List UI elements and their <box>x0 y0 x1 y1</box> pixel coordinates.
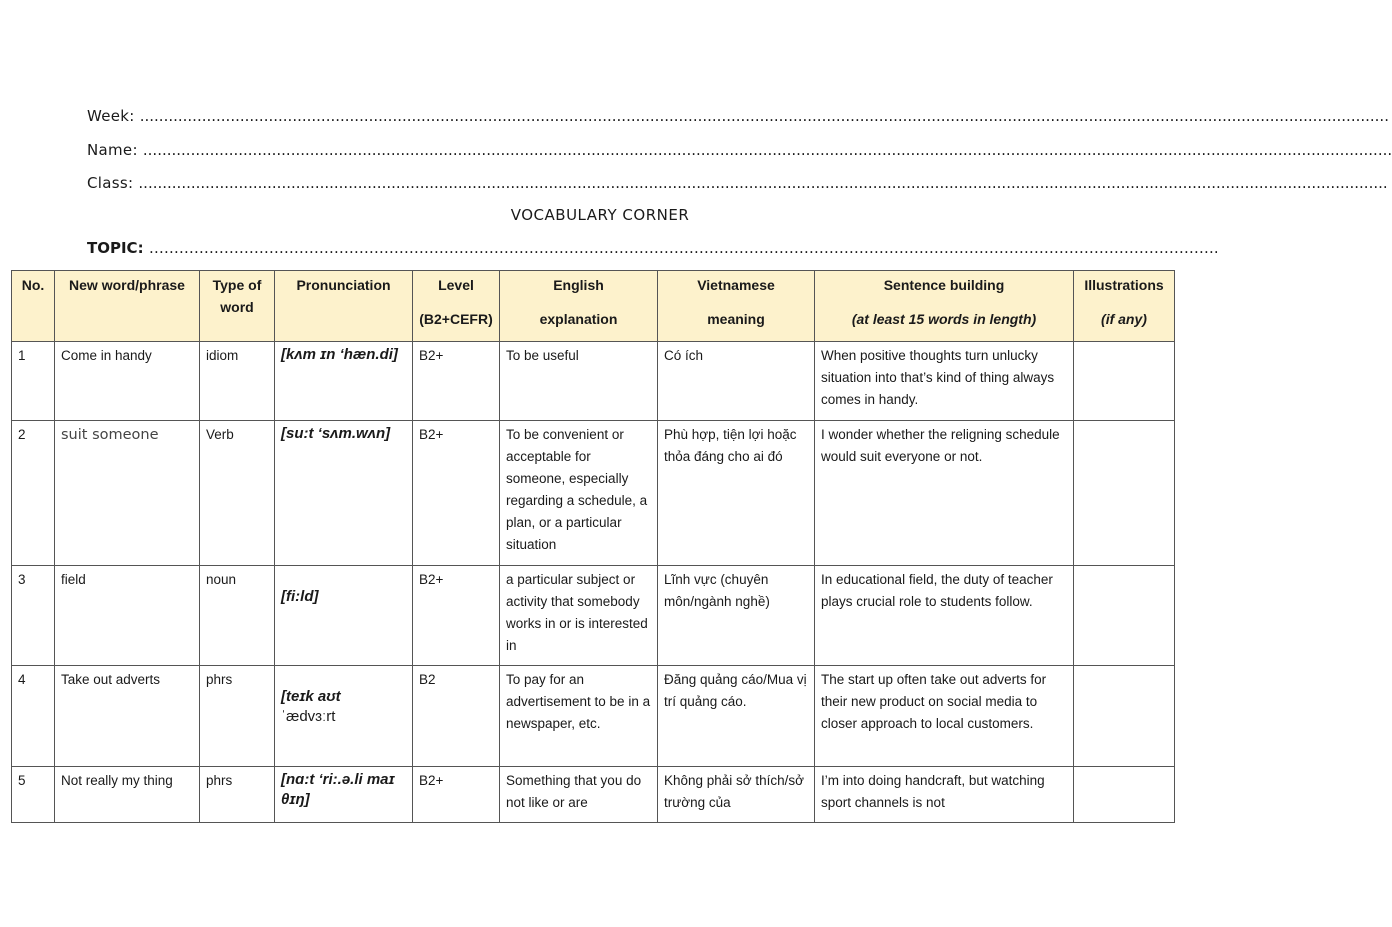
cell-illustration[interactable] <box>1074 342 1175 421</box>
table-row <box>12 421 1175 566</box>
pronunciation-text-2: ˈædvɜːrt <box>281 708 336 725</box>
class-dots[interactable]: ...................................................................................................................................................................................................................................................................... <box>138 174 1388 192</box>
col-header-pronunciation: Pronunciation <box>275 271 413 342</box>
cell-no: 5 <box>12 767 55 823</box>
cell-vietnamese[interactable]: Có ích <box>658 342 815 421</box>
cell-no: 1 <box>12 342 55 421</box>
vocabulary-table <box>11 270 1175 823</box>
table-row <box>12 767 1175 823</box>
cell-sentence[interactable]: I’m into doing handcraft, but watching sport channels is not <box>815 767 1074 823</box>
cell-type[interactable]: Verb <box>200 421 275 566</box>
cell-level[interactable]: B2+ <box>413 767 500 823</box>
cell-english[interactable]: To be convenient or acceptable for someone, especially regarding a schedule, a plan, or a particular situation <box>500 421 658 566</box>
cell-illustration[interactable] <box>1074 421 1175 566</box>
week-field <box>87 107 1389 125</box>
cell-vietnamese[interactable]: Đăng quảng cáo/Mua vị trí quảng cáo. <box>658 666 815 767</box>
cell-illustration[interactable] <box>1074 666 1175 767</box>
cell-english[interactable]: a particular subject or activity that somebody works in or is interested in <box>500 566 658 666</box>
col-header-level: Level (B2+CEFR) <box>413 271 500 342</box>
cell-word[interactable]: Come in handy <box>55 342 200 421</box>
pronunciation-text: [fi:ld] <box>281 588 319 605</box>
cell-pronunciation[interactable] <box>275 566 413 666</box>
cell-pronunciation[interactable]: [nɑ:t ‘ri:.ə.li maɪ θɪŋ] <box>275 767 413 823</box>
col-header-illustrations: Illustrations (if any) <box>1074 271 1175 342</box>
cell-english[interactable]: To pay for an advertisement to be in a newspaper, etc. <box>500 666 658 767</box>
document-title: VOCABULARY CORNER <box>510 206 690 224</box>
cell-vietnamese[interactable]: Không phải sở thích/sở trường của <box>658 767 815 823</box>
topic-label: TOPIC: <box>87 239 144 257</box>
cell-no: 3 <box>12 566 55 666</box>
cell-word[interactable]: suit someone <box>55 421 200 566</box>
pronunciation-text: [teɪk aʊt <box>281 688 341 705</box>
cell-english[interactable]: To be useful <box>500 342 658 421</box>
col-header-type: Type of word <box>200 271 275 342</box>
cell-word[interactable]: field <box>55 566 200 666</box>
col-header-english: English explanation <box>500 271 658 342</box>
cell-level[interactable]: B2+ <box>413 421 500 566</box>
col-header-vietnamese: Vietnamese meaning <box>658 271 815 342</box>
cell-type[interactable]: phrs <box>200 767 275 823</box>
cell-pronunciation[interactable]: [su:t ‘sʌm.wʌn] <box>275 421 413 566</box>
cell-word[interactable]: Take out adverts <box>55 666 200 767</box>
table-row <box>12 342 1175 421</box>
topic-dots[interactable]: ……………………………………………………………………………………………………………………………………………………………………………………………. <box>148 239 1219 257</box>
cell-type[interactable]: noun <box>200 566 275 666</box>
cell-type[interactable]: phrs <box>200 666 275 767</box>
cell-type[interactable]: idiom <box>200 342 275 421</box>
table-row <box>12 666 1175 767</box>
cell-no: 4 <box>12 666 55 767</box>
topic-field <box>87 239 1219 257</box>
cell-pronunciation[interactable] <box>275 666 413 767</box>
name-label: Name: <box>87 141 138 159</box>
week-dots[interactable]: ...................................................................................................................................................................................................................................................................... <box>139 107 1389 125</box>
week-label: Week: <box>87 107 135 125</box>
cell-illustration[interactable] <box>1074 566 1175 666</box>
cell-sentence[interactable]: In educational field, the duty of teacher plays crucial role to students follow. <box>815 566 1074 666</box>
col-header-no: No. <box>12 271 55 342</box>
cell-level[interactable]: B2 <box>413 666 500 767</box>
cell-english[interactable]: Something that you do not like or are <box>500 767 658 823</box>
cell-level[interactable]: B2+ <box>413 342 500 421</box>
name-field <box>87 141 1392 159</box>
cell-vietnamese[interactable]: Lĩnh vực (chuyên môn/ngành nghề) <box>658 566 815 666</box>
name-dots[interactable]: ...................................................................................................................................................................................................................................................................... <box>142 141 1392 159</box>
cell-no: 2 <box>12 421 55 566</box>
table-header-row <box>12 271 1175 342</box>
cell-pronunciation[interactable]: [kʌm ɪn ‘hæn.di] <box>275 342 413 421</box>
table-row <box>12 566 1175 666</box>
class-label: Class: <box>87 174 134 192</box>
col-header-new-word: New word/phrase <box>55 271 200 342</box>
cell-sentence[interactable]: The start up often take out adverts for their new product on social media to closer approach to local customers. <box>815 666 1074 767</box>
cell-illustration[interactable] <box>1074 767 1175 823</box>
cell-vietnamese[interactable]: Phù hợp, tiện lợi hoặc thỏa đáng cho ai đó <box>658 421 815 566</box>
class-field <box>87 174 1388 192</box>
cell-word[interactable]: Not really my thing <box>55 767 200 823</box>
cell-sentence[interactable]: When positive thoughts turn unlucky situation into that’s kind of thing always comes in handy. <box>815 342 1074 421</box>
cell-sentence[interactable]: I wonder whether the religning schedule would suit everyone or not. <box>815 421 1074 566</box>
cell-level[interactable]: B2+ <box>413 566 500 666</box>
col-header-sentence: Sentence building (at least 15 words in length) <box>815 271 1074 342</box>
